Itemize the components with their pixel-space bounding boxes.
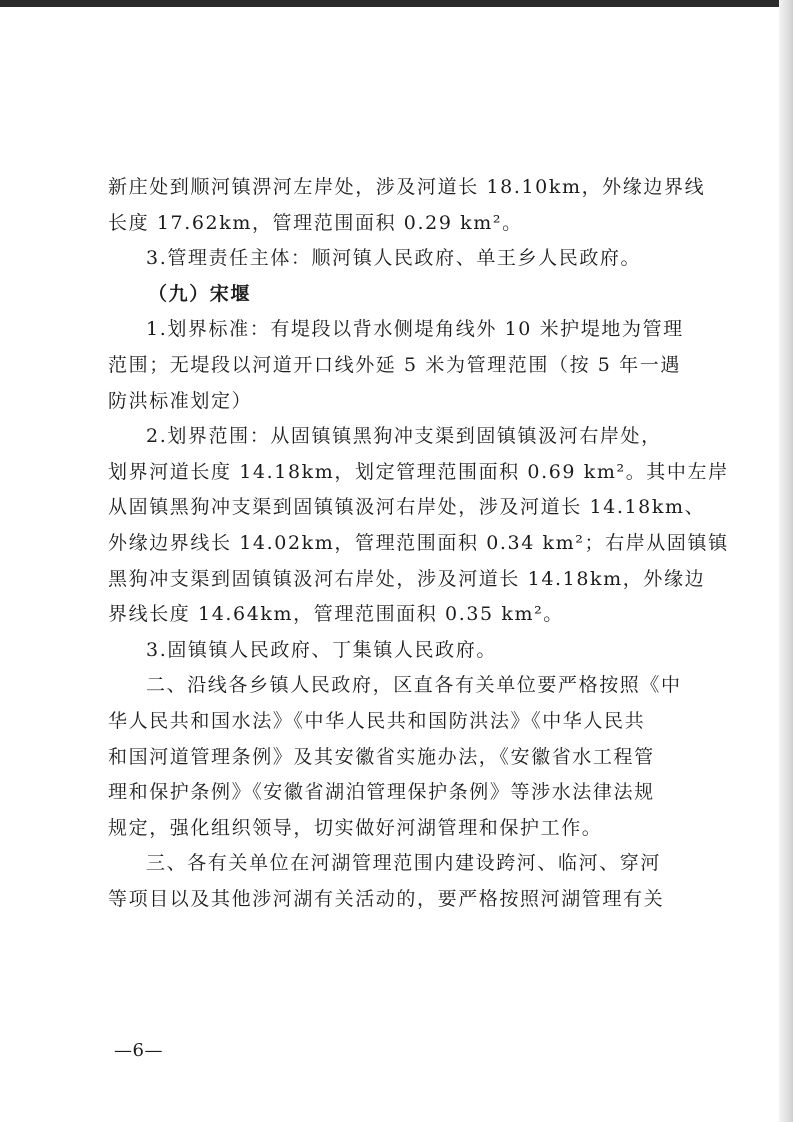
scan-right-edge bbox=[779, 0, 793, 1122]
body-line: 从固镇黑狗冲支渠到固镇镇汲河右岸处，涉及河道长 14.18km、 bbox=[108, 496, 706, 519]
scan-top-border bbox=[0, 0, 793, 7]
body-line: 理和保护条例》《安徽省湖泊管理保护条例》等涉水法律法规 bbox=[108, 781, 655, 804]
body-line: 外缘边界线长 14.02km，管理范围面积 0.34 km²；右岸从固镇镇 bbox=[108, 531, 729, 554]
body-line: 华人民共和国水法》《中华人民共和国防洪法》《中华人民共 bbox=[108, 709, 646, 732]
document-body bbox=[108, 170, 729, 917]
body-line: 黑狗冲支渠到固镇镇汲河右岸处，涉及河道长 14.18km，外缘边 bbox=[108, 567, 706, 590]
body-line: 防洪标准划定） bbox=[108, 389, 253, 412]
body-line: 范围；无堤段以河道开口线外延 5 米为管理范围（按 5 年一遇 bbox=[108, 353, 681, 376]
page-number: —6— bbox=[114, 1040, 163, 1061]
body-line: 和国河道管理条例》及其安徽省实施办法，《安徽省水工程管 bbox=[108, 745, 655, 768]
body-line: 新庄处到顺河镇淠河左岸处，涉及河道长 18.10km，外缘边界线 bbox=[108, 176, 706, 198]
body-line: 三、各有关单位在河湖管理范围内建设跨河、临河、穿河 bbox=[146, 852, 662, 875]
section-heading: （九）宋堰 bbox=[148, 282, 252, 305]
body-line: 3.固镇镇人民政府、丁集镇人民政府。 bbox=[146, 638, 497, 661]
body-line: 1.划界标准：有堤段以背水侧堤角线外 10 米护堤地为管理 bbox=[146, 318, 684, 341]
body-line: 2.划界范围：从固镇镇黑狗冲支渠到固镇镇汲河右岸处， bbox=[146, 425, 662, 448]
body-line: 长度 17.62km，管理范围面积 0.29 km²。 bbox=[108, 211, 523, 234]
body-line: 二、沿线各乡镇人民政府，区直各有关单位要严格按照《中 bbox=[146, 674, 682, 697]
body-line: 规定，强化组织领导，切实做好河湖管理和保护工作。 bbox=[108, 816, 603, 839]
body-line: 界线长度 14.64km，管理范围面积 0.35 km²。 bbox=[108, 603, 564, 626]
body-line: 划界河道长度 14.18km，划定管理范围面积 0.69 km²。其中左岸 bbox=[108, 460, 729, 483]
body-line: 等项目以及其他涉河湖有关活动的，要严格按照河湖管理有关 bbox=[108, 887, 665, 910]
body-line: 3.管理责任主体：顺河镇人民政府、单王乡人民政府。 bbox=[146, 247, 642, 270]
